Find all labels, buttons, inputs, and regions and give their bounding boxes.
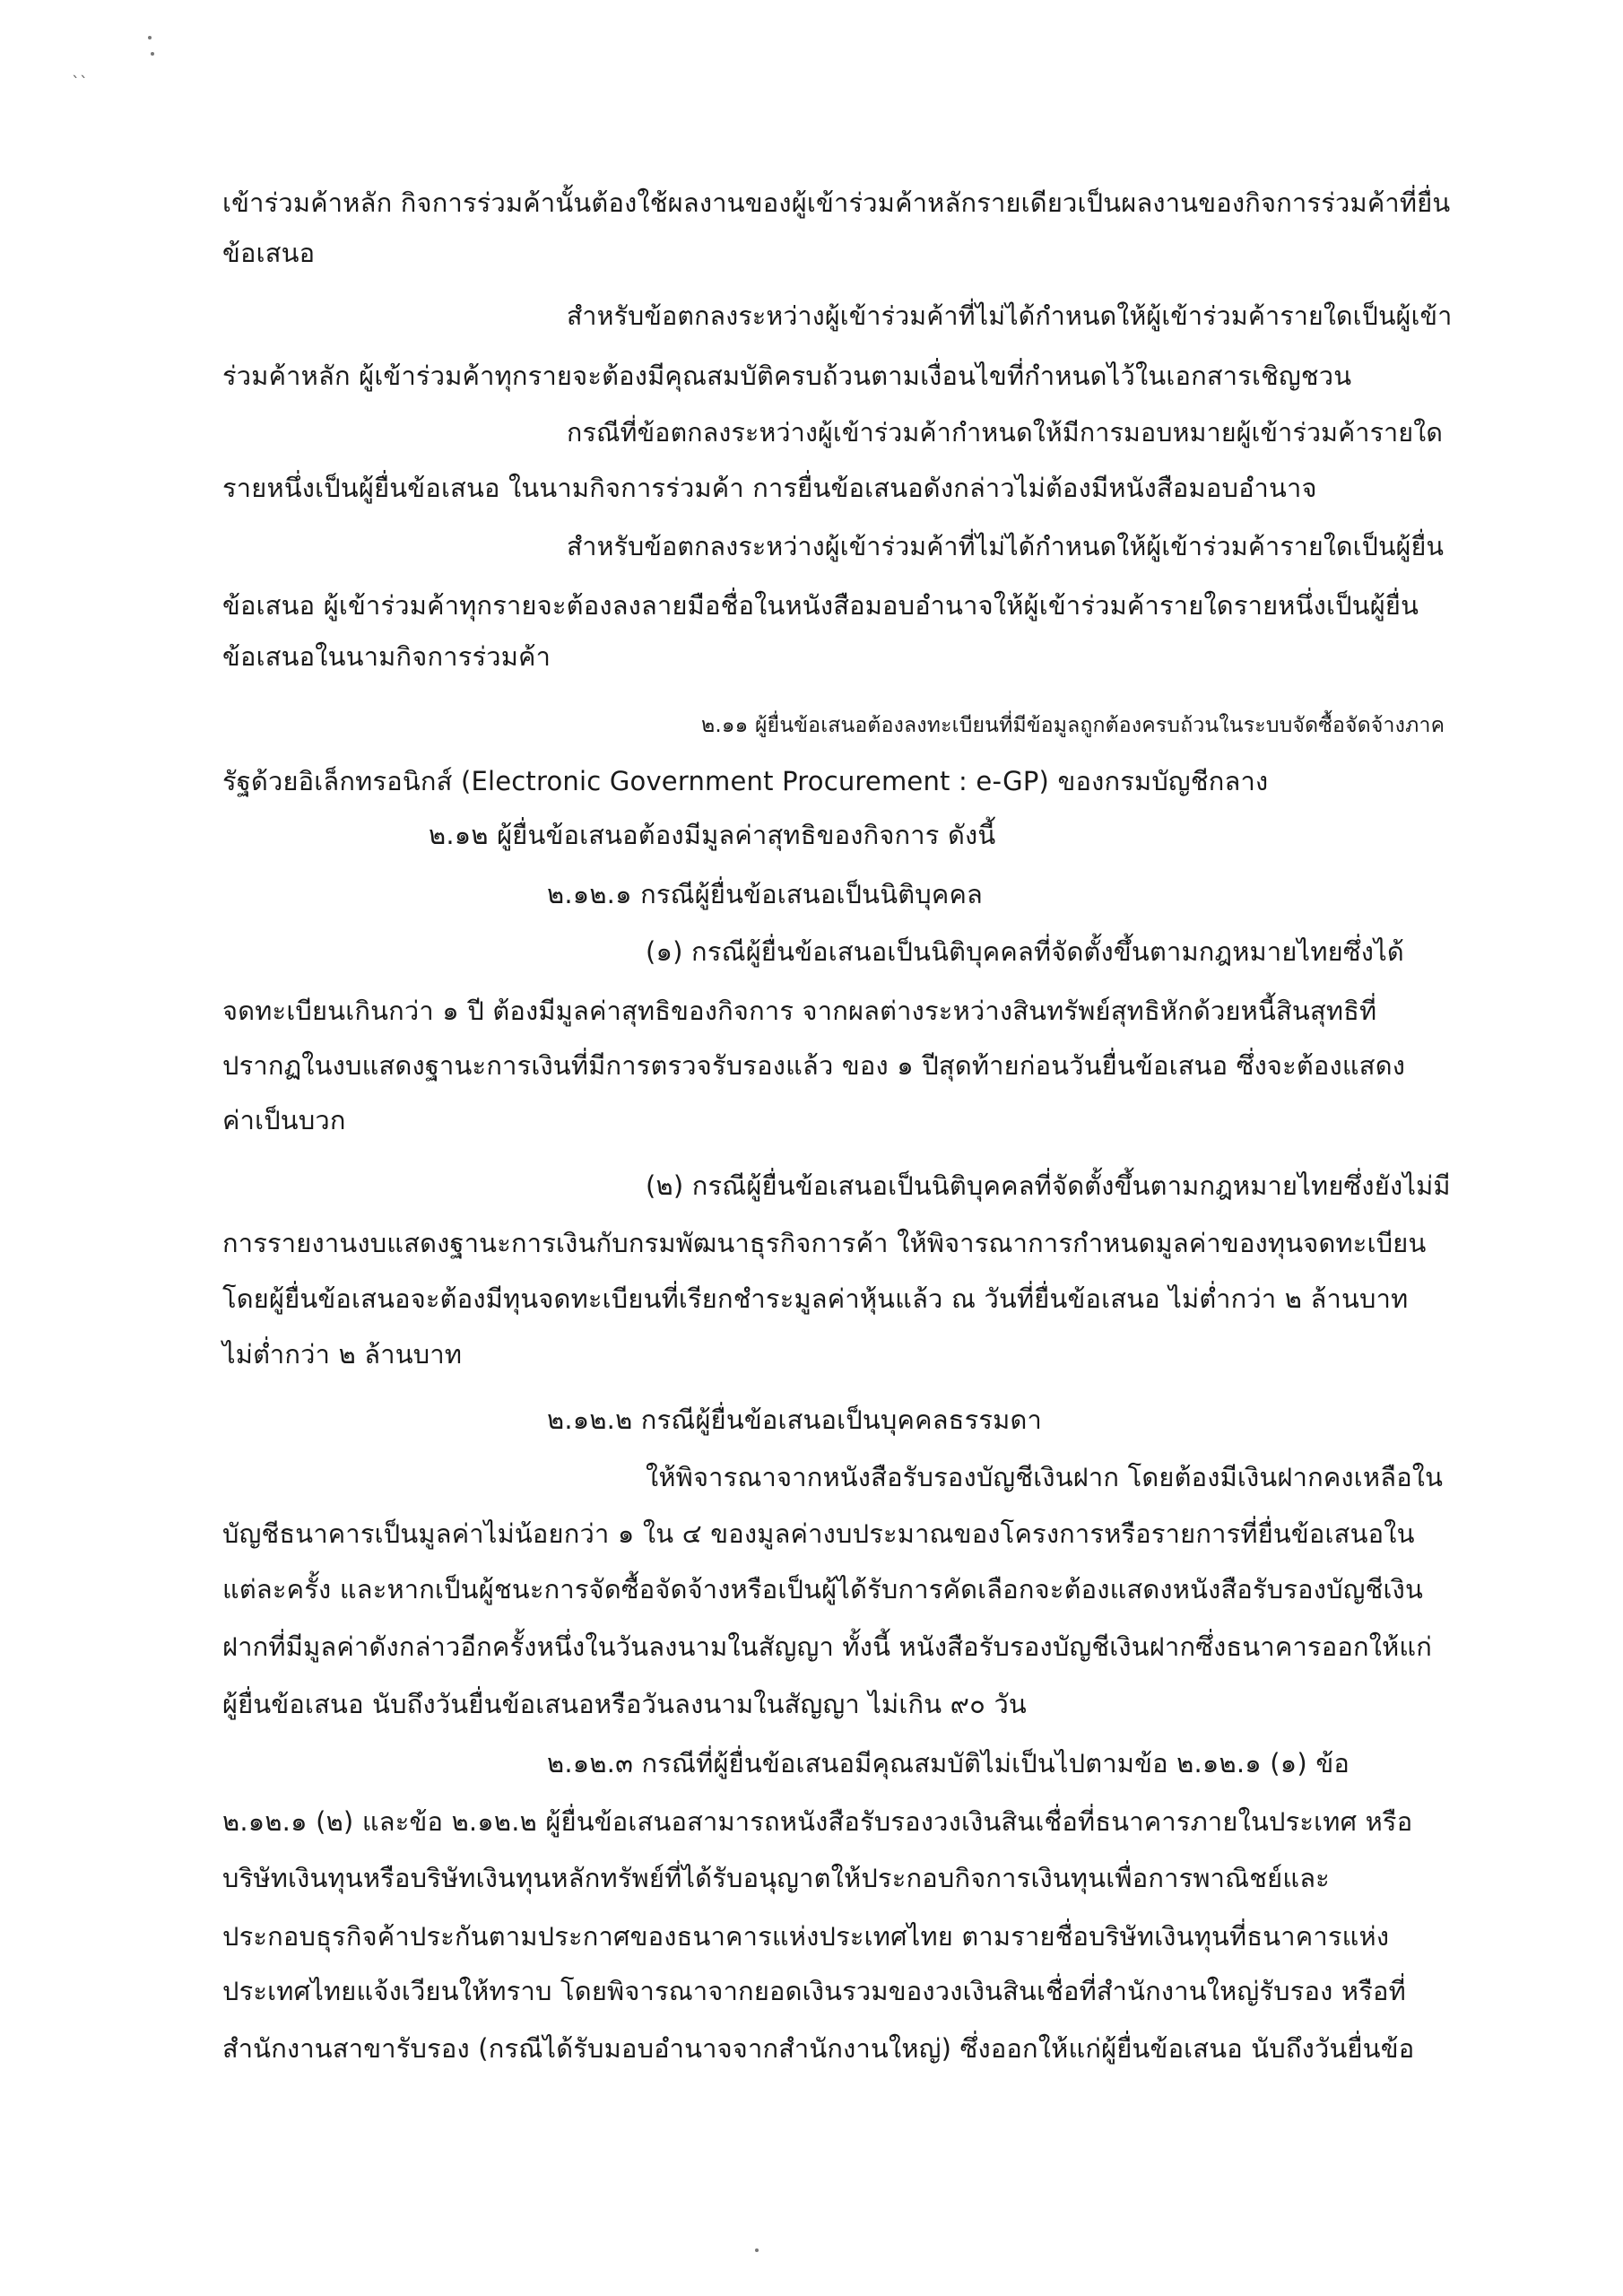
text-line: โดยผู้ยื่นข้อเสนอจะต้องมีทุนจดทะเบียนที่เรียกชำระมูลค่าหุ้นแล้ว ณ วันที่ยื่นข้อเสนอ ไม่ต่ำกว่า ๒ ล้านบาท	[222, 1283, 1409, 1314]
text-line: ๒.๑๒.๑ (๒) และข้อ ๒.๑๒.๒ ผู้ยื่นข้อเสนอสามารถหนังสือรับรองวงเงินสินเชื่อที่ธนาคารภายในประเทศ หรือ	[222, 1806, 1413, 1837]
text-line: แต่ละครั้ง และหากเป็นผู้ชนะการจัดซื้อจัดจ้างหรือเป็นผู้ได้รับการคัดเลือกจะต้องแสดงหนังสือรับรองบัญชีเงิน	[222, 1574, 1424, 1605]
text-line: สำหรับข้อตกลงระหว่างผู้เข้าร่วมค้าที่ไม่ได้กำหนดให้ผู้เข้าร่วมค้ารายใดเป็นผู้เข้า	[567, 301, 1453, 331]
text-line: รายหนึ่งเป็นผู้ยื่นข้อเสนอ ในนามกิจการร่วมค้า การยื่นข้อเสนอดังกล่าวไม่ต้องมีหนังสือมอบอำนาจ	[222, 473, 1317, 503]
text-line: ๒.๑๒ ผู้ยื่นข้อเสนอต้องมีมูลค่าสุทธิของกิจการ ดังนี้	[429, 820, 996, 850]
text-line: ข้อเสนอ ผู้เข้าร่วมค้าทุกรายจะต้องลงลายมือชื่อในหนังสือมอบอำนาจให้ผู้เข้าร่วมค้ารายใดรายหนึ่งเป็นผู้ยื่น	[222, 590, 1419, 621]
text-line: ๒.๑๒.๑ กรณีผู้ยื่นข้อเสนอเป็นนิติบุคคล	[547, 879, 984, 909]
text-line: การรายงานงบแสดงฐานะการเงินกับกรมพัฒนาธุรกิจการค้า ให้พิจารณาการกำหนดมูลค่าของทุนจดทะเบียน	[222, 1228, 1427, 1258]
text-line: บริษัทเงินทุนหรือบริษัทเงินทุนหลักทรัพย์ที่ได้รับอนุญาตให้ประกอบกิจการเงินทุนเพื่อการพาณิชย์และ	[222, 1863, 1330, 1893]
text-line: ค่าเป็นบวก	[222, 1105, 346, 1135]
text-line: รัฐด้วยอิเล็กทรอนิกส์ (Electronic Government Procurement : e-GP) ของกรมบัญชีกลาง	[222, 766, 1269, 796]
text-line: ให้พิจารณาจากหนังสือรับรองบัญชีเงินฝาก โดยต้องมีเงินฝากคงเหลือใน	[646, 1462, 1444, 1492]
text-line: ไม่ต่ำกว่า ๒ ล้านบาท	[222, 1339, 463, 1370]
text-line: จดทะเบียนเกินกว่า ๑ ปี ต้องมีมูลค่าสุทธิของกิจการ จากผลต่างระหว่างสินทรัพย์สุทธิหักด้วยหนี้สินสุทธิที่	[222, 996, 1377, 1026]
text-line: สำหรับข้อตกลงระหว่างผู้เข้าร่วมค้าที่ไม่ได้กำหนดให้ผู้เข้าร่วมค้ารายใดเป็นผู้ยื่น	[567, 532, 1445, 561]
text-line: ประเทศไทยแจ้งเวียนให้ทราบ โดยพิจารณาจากยอดเงินรวมของวงเงินสินเชื่อที่สำนักงานใหญ่รับรอง หรือที่	[222, 1976, 1406, 2006]
text-line: ๒.๑๒.๓ กรณีที่ผู้ยื่นข้อเสนอมีคุณสมบัติไม่เป็นไปตามข้อ ๒.๑๒.๑ (๑) ข้อ	[547, 1748, 1350, 1779]
text-line: กรณีที่ข้อตกลงระหว่างผู้เข้าร่วมค้ากำหนดให้มีการมอบหมายผู้เข้าร่วมค้ารายใด	[567, 418, 1444, 448]
text-line: ๒.๑๒.๒ กรณีผู้ยื่นข้อเสนอเป็นบุคคลธรรมดา	[547, 1405, 1042, 1435]
margin-mark: ``	[72, 74, 88, 92]
text-line: ข้อเสนอในนามกิจการร่วมค้า	[222, 641, 551, 672]
scan-speck	[148, 36, 152, 39]
text-line: ร่วมค้าหลัก ผู้เข้าร่วมค้าทุกรายจะต้องมีคุณสมบัติครบถ้วนตามเงื่อนไขที่กำหนดไว้ในเอกสารเชิญชวน	[222, 361, 1352, 391]
scan-speck	[151, 52, 154, 56]
text-line: ปรากฏในงบแสดงฐานะการเงินที่มีการตรวจรับรองแล้ว ของ ๑ ปีสุดท้ายก่อนวันยื่นข้อเสนอ ซึ่งจะต้องแสดง	[222, 1050, 1406, 1081]
text-line: บัญชีธนาคารเป็นมูลค่าไม่น้อยกว่า ๑ ใน ๔ ของมูลค่างบประมาณของโครงการหรือรายการที่ยื่นข้อเสนอใน	[222, 1518, 1415, 1549]
text-line: ฝากที่มีมูลค่าดังกล่าวอีกครั้งหนึ่งในวันลงนามในสัญญา ทั้งนี้ หนังสือรับรองบัญชีเงินฝากซึ่งธนาคารออกให้แก่	[222, 1631, 1433, 1662]
text-line: สำนักงานสาขารับรอง (กรณีได้รับมอบอำนาจจากสำนักงานใหญ่) ซึ่งออกให้แก่ผู้ยื่นข้อเสนอ นับถึงวันยื่นข้อ	[222, 2033, 1415, 2064]
text-line: ๒.๑๑ ผู้ยื่นข้อเสนอต้องลงทะเบียนที่มีข้อมูลถูกต้องครบถ้วนในระบบจัดซื้อจัดจ้างภาค	[701, 714, 1445, 737]
text-line: ข้อเสนอ	[222, 238, 316, 268]
scan-speck	[755, 2248, 759, 2252]
text-line: ผู้ยื่นข้อเสนอ นับถึงวันยื่นข้อเสนอหรือวันลงนามในสัญญา ไม่เกิน ๙๐ วัน	[222, 1689, 1027, 1719]
text-line: ประกอบธุรกิจค้าประกันตามประกาศของธนาคารแห่งประเทศไทย ตามรายชื่อบริษัทเงินทุนที่ธนาคารแห่ง	[222, 1921, 1390, 1952]
text-line: เข้าร่วมค้าหลัก กิจการร่วมค้านั้นต้องใช้ผลงานของผู้เข้าร่วมค้าหลักรายเดียวเป็นผลงานของกิจการร่วมค้าที่ยื่น	[222, 187, 1451, 218]
text-line: (๒) กรณีผู้ยื่นข้อเสนอเป็นนิติบุคคลที่จัดตั้งขึ้นตามกฎหมายไทยซึ่งยังไม่มี	[646, 1170, 1451, 1201]
text-line: (๑) กรณีผู้ยื่นข้อเสนอเป็นนิติบุคคลที่จัดตั้งขึ้นตามกฎหมายไทยซึ่งได้	[646, 936, 1404, 967]
